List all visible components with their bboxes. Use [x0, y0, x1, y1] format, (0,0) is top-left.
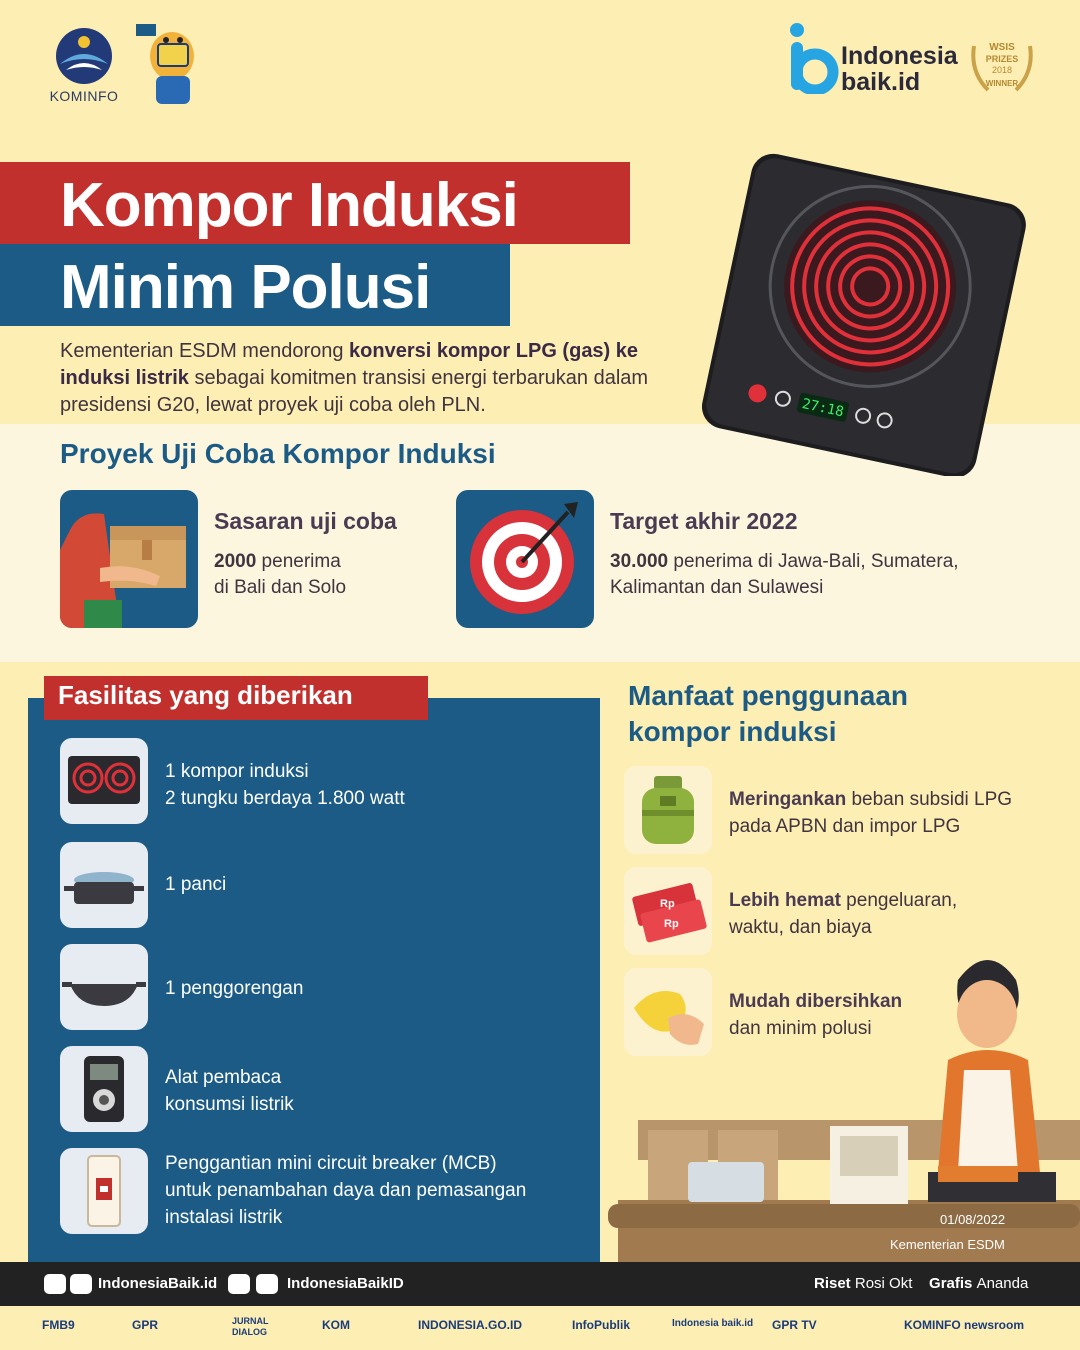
footer-handle-2[interactable]: IndonesiaBaikID — [287, 1275, 404, 1292]
sasaran-heading: Sasaran uji coba — [214, 508, 397, 534]
kitchen-scene-illustration — [608, 940, 1080, 1262]
stove-display: 27:18 — [800, 396, 846, 421]
intro-part2: sebagai komitmen transisi energi terbarukan dalam presidensi G20, lewat proyek uji coba oleh PLN. — [60, 367, 649, 416]
benefit-item-1 — [729, 786, 1049, 840]
lpg-cylinder-icon — [624, 766, 712, 854]
benefit-2-text1: pengeluaran, — [840, 890, 958, 911]
partner-fmb9: FMB9 — [42, 1318, 75, 1332]
wsis-line-3: 2018 — [991, 65, 1013, 75]
partner-jurnal-dialog: JURNAL DIALOG — [232, 1316, 269, 1337]
ib-line2: baik.id — [841, 68, 921, 96]
target-text2: Kalimantan dan Sulawesi — [610, 577, 824, 598]
page-title-line2: Minim Polusi — [60, 253, 431, 322]
sasaran-text — [214, 549, 444, 601]
benefit-3-text2: dan minim polusi — [729, 1018, 872, 1039]
facility-5-line1: Penggantian mini circuit breaker (MCB) — [165, 1153, 497, 1174]
sasaran-text2: di Bali dan Solo — [214, 577, 347, 598]
kominfo-label: KOMINFO — [49, 88, 119, 104]
intro-bold: konversi kompor LPG (gas) ke induksi listrik — [60, 340, 639, 389]
dual-stove-icon — [60, 738, 148, 824]
intro-paragraph — [60, 338, 660, 419]
ib-line1: Indonesia — [841, 42, 958, 70]
benefit-item-2 — [729, 887, 1049, 941]
rp-label-2: Rp — [664, 918, 679, 930]
partner-kominfo-newsroom: KOMINFO newsroom — [904, 1318, 1025, 1332]
instagram-icon[interactable] — [44, 1274, 66, 1294]
target-heading: Target akhir 2022 — [610, 508, 798, 534]
facility-4-line2: konsumsi listrik — [165, 1094, 294, 1115]
partner-gpr-tv: GPR TV — [772, 1318, 817, 1332]
partner-gpr: GPR — [132, 1318, 159, 1332]
facility-5-line3: instalasi listrik — [165, 1207, 283, 1228]
sasaran-text1: penerima — [256, 551, 341, 572]
target-number: 30.000 — [610, 551, 669, 572]
benefit-1-text1: beban subsidi LPG — [846, 789, 1013, 810]
page-title-line1: Kompor Induksi — [60, 171, 518, 240]
rp-label-1: Rp — [660, 898, 675, 910]
sasaran-number: 2000 — [214, 551, 257, 572]
facebook-icon[interactable] — [70, 1274, 92, 1294]
credits — [814, 1275, 1028, 1292]
grafis-label: Grafis — [929, 1275, 973, 1292]
facility-item-3 — [165, 975, 585, 1002]
benefit-1-bold: Meringankan — [729, 789, 847, 810]
facility-3-line1: 1 penggorengan — [165, 978, 304, 999]
facility-item-2 — [165, 871, 585, 898]
target-text1: penerima di Jawa-Bali, Sumatera, — [668, 551, 959, 572]
publish-date: 01/08/2022 — [940, 1212, 1006, 1227]
youtube-icon[interactable] — [256, 1274, 278, 1294]
modi-mascot — [132, 20, 208, 110]
benefit-3-bold: Mudah dibersihkan — [729, 991, 903, 1012]
benefit-2-bold: Lebih hemat — [729, 890, 841, 911]
partner-infopublik: InfoPublik — [572, 1318, 630, 1332]
grafis-name: Ananda — [976, 1275, 1029, 1292]
benefits-title — [628, 678, 908, 750]
benefits-title-line2: kompor induksi — [628, 716, 837, 747]
riset-label: Riset — [814, 1275, 851, 1292]
benefit-1-text2: pada APBN dan impor LPG — [729, 816, 961, 837]
wsis-line-1: WSIS — [989, 42, 1015, 53]
facility-4-line1: Alat pembaca — [165, 1067, 282, 1088]
benefits-title-line1: Manfaat penggunaan — [628, 680, 909, 711]
mcb-icon — [60, 1148, 148, 1234]
induction-stove-illustration — [696, 136, 1036, 476]
target-icon — [456, 490, 594, 628]
wsis-badge — [968, 36, 1036, 98]
wok-icon — [60, 944, 148, 1030]
facility-1-line1: 1 kompor induksi — [165, 761, 309, 782]
facility-item-1 — [165, 758, 585, 812]
benefit-2-text2: waktu, dan biaya — [729, 917, 872, 938]
project-section-title: Proyek Uji Coba Kompor Induksi — [60, 438, 496, 469]
intro-part1: Kementerian ESDM mendorong — [60, 340, 350, 362]
source-text: Kementerian ESDM — [890, 1237, 1005, 1252]
power-meter-icon — [60, 1046, 148, 1132]
target-text — [610, 549, 1030, 601]
riset-name: Rosi Okt — [854, 1275, 913, 1292]
partner-kom: KOM — [322, 1318, 350, 1332]
facility-1-line2: 2 tungku berdaya 1.800 watt — [165, 788, 405, 809]
twitter-icon[interactable] — [228, 1274, 250, 1294]
footer-handle-1[interactable]: IndonesiaBaik.id — [98, 1275, 218, 1292]
partner-indonesiabaik: Indonesia baik.id — [672, 1318, 754, 1329]
facility-item-4 — [165, 1064, 585, 1118]
kominfo-logo — [44, 24, 124, 108]
partner-indonesia-go-id: INDONESIA.GO.ID — [418, 1318, 523, 1332]
facility-5-line2: untuk penambahan daya dan pemasangan — [165, 1180, 527, 1201]
wsis-line-4: WINNER — [985, 79, 1019, 88]
facilities-title: Fasilitas yang diberikan — [44, 676, 428, 720]
indonesiabaik-logo — [785, 22, 965, 94]
facility-item-5 — [165, 1150, 585, 1231]
facility-2-line1: 1 panci — [165, 874, 227, 895]
courier-box-icon — [60, 490, 198, 628]
pot-icon — [60, 842, 148, 928]
wsis-line-2: PRIZES — [985, 54, 1019, 64]
